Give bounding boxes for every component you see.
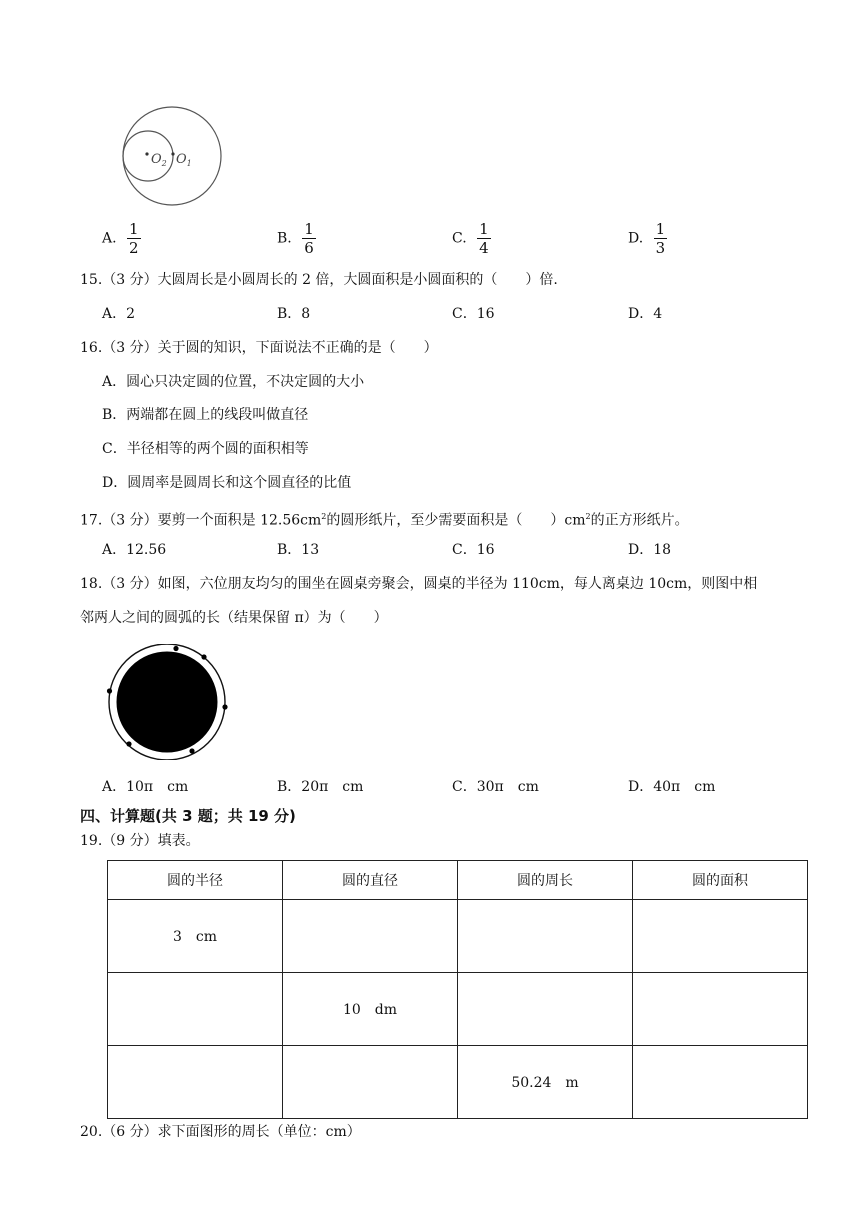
q14-option-a-den: 2 <box>129 239 139 257</box>
table-cell[interactable]: 10 dm <box>283 973 458 1046</box>
svg-text:O1 <box>176 152 192 168</box>
q18-person-dot <box>173 646 178 651</box>
header-area: 圆的面积 <box>633 861 808 900</box>
header-diameter: 圆的直径 <box>283 861 458 900</box>
q15-option-a: A．2 <box>102 306 136 322</box>
q14-option-b-den: 6 <box>304 239 314 257</box>
q17-option-c: C．16 <box>452 542 495 558</box>
q14-inner-circle <box>123 131 173 181</box>
table-row <box>108 900 808 973</box>
q18-stem-line1: 18.（3 分）如图，六位朋友均匀的围坐在圆桌旁聚会，圆桌的半径为 110cm，每人离桌边 10cm，则图中相 <box>80 576 758 592</box>
table-cell[interactable] <box>633 973 808 1046</box>
table-cell[interactable] <box>283 900 458 973</box>
q14-option-c: C. $\frac{1}{4}$ <box>452 220 489 257</box>
q18-option-d: D．40π cm <box>628 779 716 795</box>
q14-option-c-den: 4 <box>479 239 489 257</box>
table-cell[interactable] <box>108 973 283 1046</box>
table-cell[interactable] <box>283 1046 458 1119</box>
q14-option-a-num: 1 <box>129 220 139 238</box>
q14-option-d: D. $\frac{1}{3}$ <box>628 220 666 257</box>
q14-label-o2-sub: 2 <box>161 159 167 168</box>
q20-stem: 20.（6 分）求下面图形的周长（单位：cm） <box>80 1124 361 1140</box>
header-radius: 圆的半径 <box>108 861 283 900</box>
q18-option-a: A．10π cm <box>102 779 189 795</box>
q14-option-d-num: 1 <box>655 220 666 238</box>
table-cell[interactable] <box>633 1046 808 1119</box>
table-header-row <box>108 861 808 900</box>
q18-person-dot <box>201 654 206 659</box>
table-cell[interactable] <box>458 900 633 973</box>
q14-option-b: B. $\frac{1}{6}$ <box>277 220 314 257</box>
q18-option-b: B．20π cm <box>277 779 364 795</box>
table-cell[interactable]: 3 cm <box>108 900 283 973</box>
svg-text:O2 <box>151 152 167 168</box>
q17-sup-2: 2 <box>585 512 591 521</box>
q17-sup-1: 2 <box>321 512 327 521</box>
q14-option-a: A. $\frac{1}{2}$ <box>102 220 139 257</box>
q14-inner-center-dot <box>145 152 148 155</box>
q16-option-d: D．圆周率是圆周长和这个圆直径的比值 <box>102 475 352 491</box>
q18-person-dot <box>107 688 112 693</box>
q14-outer-center-dot <box>171 152 174 155</box>
q15-stem: 15.（3 分）大圆周长是小圆周长的 2 倍，大圆面积是小圆面积的（ ）倍. <box>80 272 558 288</box>
q18-round-table-figure <box>104 644 232 760</box>
table-row <box>108 1046 808 1119</box>
q14-label-o2: O <box>151 152 162 167</box>
q17-stem: 17.（3 分）要剪一个面积是 $12.56cm^2$的圆形纸片，至少需要面积是（ ）$cm^2$的正方形纸片。 <box>80 512 689 529</box>
q15-option-b: B．8 <box>277 306 311 322</box>
q18-stem-line2: 邻两人之间的圆弧的长（结果保留 π）为（ ） <box>80 610 388 626</box>
q14-option-c-num: 1 <box>479 220 489 238</box>
q14-circles-figure <box>118 102 226 210</box>
q16-stem: 16.（3 分）关于圆的知识，下面说法不正确的是（ ） <box>80 340 438 356</box>
table-cell[interactable] <box>108 1046 283 1119</box>
q18-table-disk <box>117 652 217 752</box>
q18-person-dot <box>126 741 131 746</box>
q19-stem: 19.（9 分）填表。 <box>80 833 200 849</box>
q15-option-d: D．4 <box>628 306 663 322</box>
q14-label-o1-sub: 1 <box>186 159 192 168</box>
table-row <box>108 973 808 1046</box>
q17-option-d: D．18 <box>628 542 672 558</box>
q18-person-dot <box>189 748 194 753</box>
q16-option-b: B．两端都在圆上的线段叫做直径 <box>102 407 309 423</box>
table-cell[interactable] <box>458 973 633 1046</box>
q18-option-c: C．30π cm <box>452 779 539 795</box>
table-cell[interactable]: 50.24 m <box>458 1046 633 1119</box>
q14-option-d-den: 3 <box>655 239 666 257</box>
q14-outer-circle <box>123 107 221 205</box>
q15-option-c: C．16 <box>452 306 495 322</box>
q17-option-b: B．13 <box>277 542 320 558</box>
q18-person-dot <box>222 704 227 709</box>
q17-option-a: A．12.56 <box>102 542 167 558</box>
q14-label-o1: O <box>176 152 187 167</box>
q16-option-a: A．圆心只决定圆的位置，不决定圆的大小 <box>102 374 365 390</box>
q14-option-b-num: 1 <box>304 220 314 238</box>
q19-fill-table <box>107 860 808 1119</box>
section-heading: 四、计算题(共 3 题；共 19 分) <box>80 807 296 825</box>
header-circumference: 圆的周长 <box>458 861 633 900</box>
table-cell[interactable] <box>633 900 808 973</box>
q16-option-c: C．半径相等的两个圆的面积相等 <box>102 441 309 457</box>
